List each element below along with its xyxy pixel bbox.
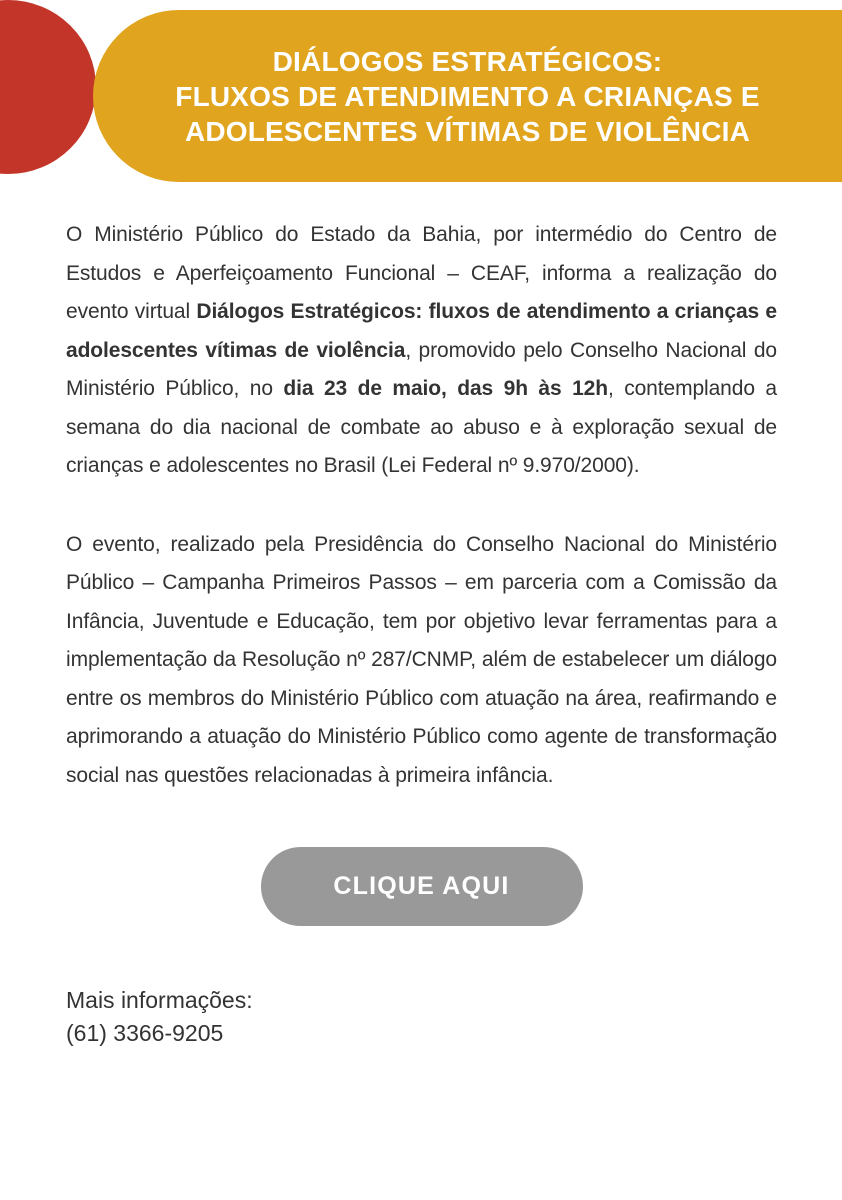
text-segment: , contemplando a semana do dia nacional de combate ao abuso e à exploração sexual de crianças e adolescentes no Brasil (Lei Federal nº 9.970/2000). (66, 377, 777, 477)
body-paragraph-event-announcement (66, 216, 777, 486)
clique-aqui-button[interactable]: CLIQUE AQUI (261, 847, 583, 926)
content-area (66, 216, 777, 1050)
bold-text-segment: Diálogos Estratégicos: fluxos de atendimento a crianças e adolescentes vítimas de violência (66, 300, 777, 362)
footer-more-info-label: Mais informações: (66, 987, 253, 1013)
text-segment: , promovido pelo Conselho Nacional do Ministério Público, no (66, 338, 778, 400)
page-title: DIÁLOGOS ESTRATÉGICOS: FLUXOS DE ATENDIMENTO A CRIANÇAS E ADOLESCENTES VÍTIMAS DE VIOLÊNCIA (175, 45, 760, 147)
body-paragraph-event-purpose (66, 526, 777, 796)
red-accent-circle (0, 0, 96, 174)
text-segment: O evento, realizado pela Presidência do Conselho Nacional do Ministério Público – Campanha Primeiros Passos – em parceria com a Comissão da Infância, Juventude e Educação, tem por objetivo levar ferramentas para a implementação da Resolução nº 287/CNMP, além de estabelecer um diálogo entre os membros do Ministério Público com atuação na área, reafirmando e aprimorando a atuação do Ministério Público como agente de transformação social nas questões relacionadas à primeira infância. (66, 532, 777, 787)
footer (66, 984, 777, 1050)
text-segment: O Ministério Público do Estado da Bahia, por intermédio do Centro de Estudos e Aperfeiçoamento Funcional – CEAF, informa a realização do evento virtual (66, 223, 777, 323)
header-banner (93, 10, 842, 182)
bold-text-segment: dia 23 de maio, das 9h às 12h (283, 377, 608, 400)
footer-phone-number: (61) 3366-9205 (66, 1020, 224, 1046)
